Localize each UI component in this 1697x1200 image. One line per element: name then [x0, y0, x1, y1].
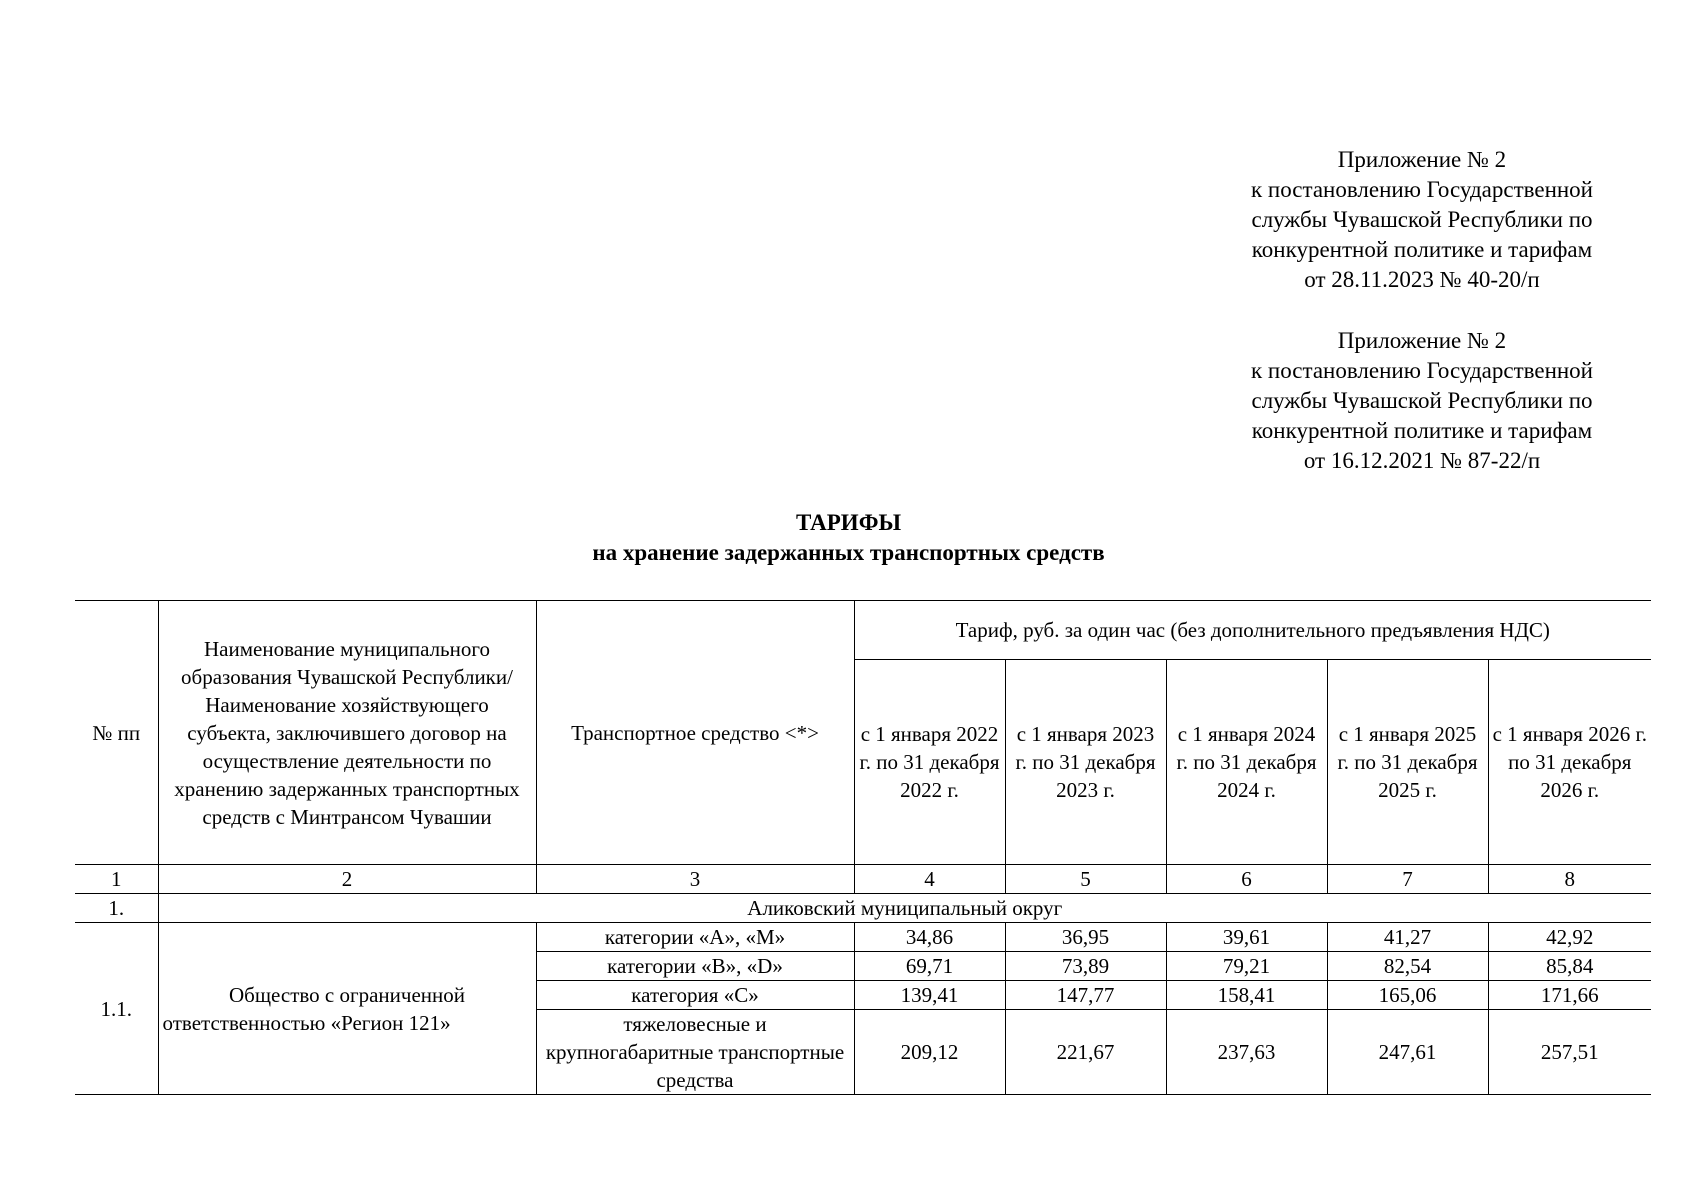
column-number: 8 — [1488, 865, 1651, 894]
tariff-value: 39,61 — [1166, 923, 1327, 952]
appendix-line: от 16.12.2021 № 87-22/п — [1303, 448, 1541, 473]
header-name: Наименование муниципального образования Чувашской Республики/ Наименование хозяйствующего субъекта, заключившего договор на осуществление деятельности по хранению задержанных транспортных средств с Минтрансом Чувашии — [158, 601, 536, 865]
header-tariff-group: Тариф, руб. за один час (без дополнительного предъявления НДС) — [854, 601, 1651, 660]
header-num: № пп — [75, 601, 158, 865]
entity-num: 1.1. — [75, 923, 158, 1095]
column-number: 1 — [75, 865, 158, 894]
table-row — [75, 923, 1651, 952]
appendix-line: Приложение № 2 — [1337, 147, 1507, 172]
tariff-value: 36,95 — [1005, 923, 1166, 952]
tariff-value: 247,61 — [1327, 1010, 1488, 1095]
column-number: 4 — [854, 865, 1005, 894]
tariff-value: 34,86 — [854, 923, 1005, 952]
tariff-value: 237,63 — [1166, 1010, 1327, 1095]
column-number: 6 — [1166, 865, 1327, 894]
appendix-line: службы Чувашской Республики по — [1251, 207, 1593, 232]
municipality-name: Аликовский муниципальный округ — [158, 894, 1651, 923]
tariff-value: 209,12 — [854, 1010, 1005, 1095]
appendix-note-current — [1222, 145, 1622, 295]
municipality-num: 1. — [75, 894, 158, 923]
appendix-line: к постановлению Государственной — [1251, 177, 1593, 202]
appendix-line: конкурентной политике и тарифам — [1251, 418, 1593, 443]
tariff-value: 85,84 — [1488, 952, 1651, 981]
tariff-table — [75, 600, 1651, 1095]
vehicle-category: категории «B», «D» — [536, 952, 854, 981]
vehicle-category: категории «A», «M» — [536, 923, 854, 952]
header-period: с 1 января 2025 г. по 31 декабря 2025 г. — [1327, 660, 1488, 865]
document-subtitle: на хранение задержанных транспортных средств — [592, 540, 1105, 565]
document-title: ТАРИФЫ — [795, 510, 902, 535]
column-number: 5 — [1005, 865, 1166, 894]
appendix-line: Приложение № 2 — [1337, 328, 1507, 353]
tariff-value: 41,27 — [1327, 923, 1488, 952]
header-period: с 1 января 2024 г. по 31 декабря 2024 г. — [1166, 660, 1327, 865]
appendix-note-original — [1222, 326, 1622, 476]
entity-name: Общество с ограниченной ответственностью «Регион 121» — [158, 923, 536, 1095]
header-vehicle: Транспортное средство <*> — [536, 601, 854, 865]
tariff-value: 69,71 — [854, 952, 1005, 981]
tariff-value: 158,41 — [1166, 981, 1327, 1010]
tariff-value: 139,41 — [854, 981, 1005, 1010]
column-number: 3 — [536, 865, 854, 894]
tariff-value: 42,92 — [1488, 923, 1651, 952]
tariff-value: 165,06 — [1327, 981, 1488, 1010]
column-number: 7 — [1327, 865, 1488, 894]
header-period: с 1 января 2022 г. по 31 декабря 2022 г. — [854, 660, 1005, 865]
vehicle-category: категория «C» — [536, 981, 854, 1010]
vehicle-category: тяжеловесные и крупногабаритные транспортные средства — [536, 1010, 854, 1095]
header-row — [75, 601, 1651, 660]
municipality-row — [75, 894, 1651, 923]
column-number: 2 — [158, 865, 536, 894]
tariff-value: 73,89 — [1005, 952, 1166, 981]
tariff-value: 221,67 — [1005, 1010, 1166, 1095]
tariff-value: 147,77 — [1005, 981, 1166, 1010]
column-number-row — [75, 865, 1651, 894]
appendix-line: службы Чувашской Республики по — [1251, 388, 1593, 413]
tariff-value: 79,21 — [1166, 952, 1327, 981]
appendix-line: к постановлению Государственной — [1251, 358, 1593, 383]
header-period: с 1 января 2026 г. по 31 декабря 2026 г. — [1488, 660, 1651, 865]
tariff-value: 257,51 — [1488, 1010, 1651, 1095]
tariff-value: 82,54 — [1327, 952, 1488, 981]
appendix-line: конкурентной политике и тарифам — [1251, 237, 1593, 262]
tariff-value: 171,66 — [1488, 981, 1651, 1010]
appendix-line: от 28.11.2023 № 40-20/п — [1304, 267, 1540, 292]
header-period: с 1 января 2023 г. по 31 декабря 2023 г. — [1005, 660, 1166, 865]
